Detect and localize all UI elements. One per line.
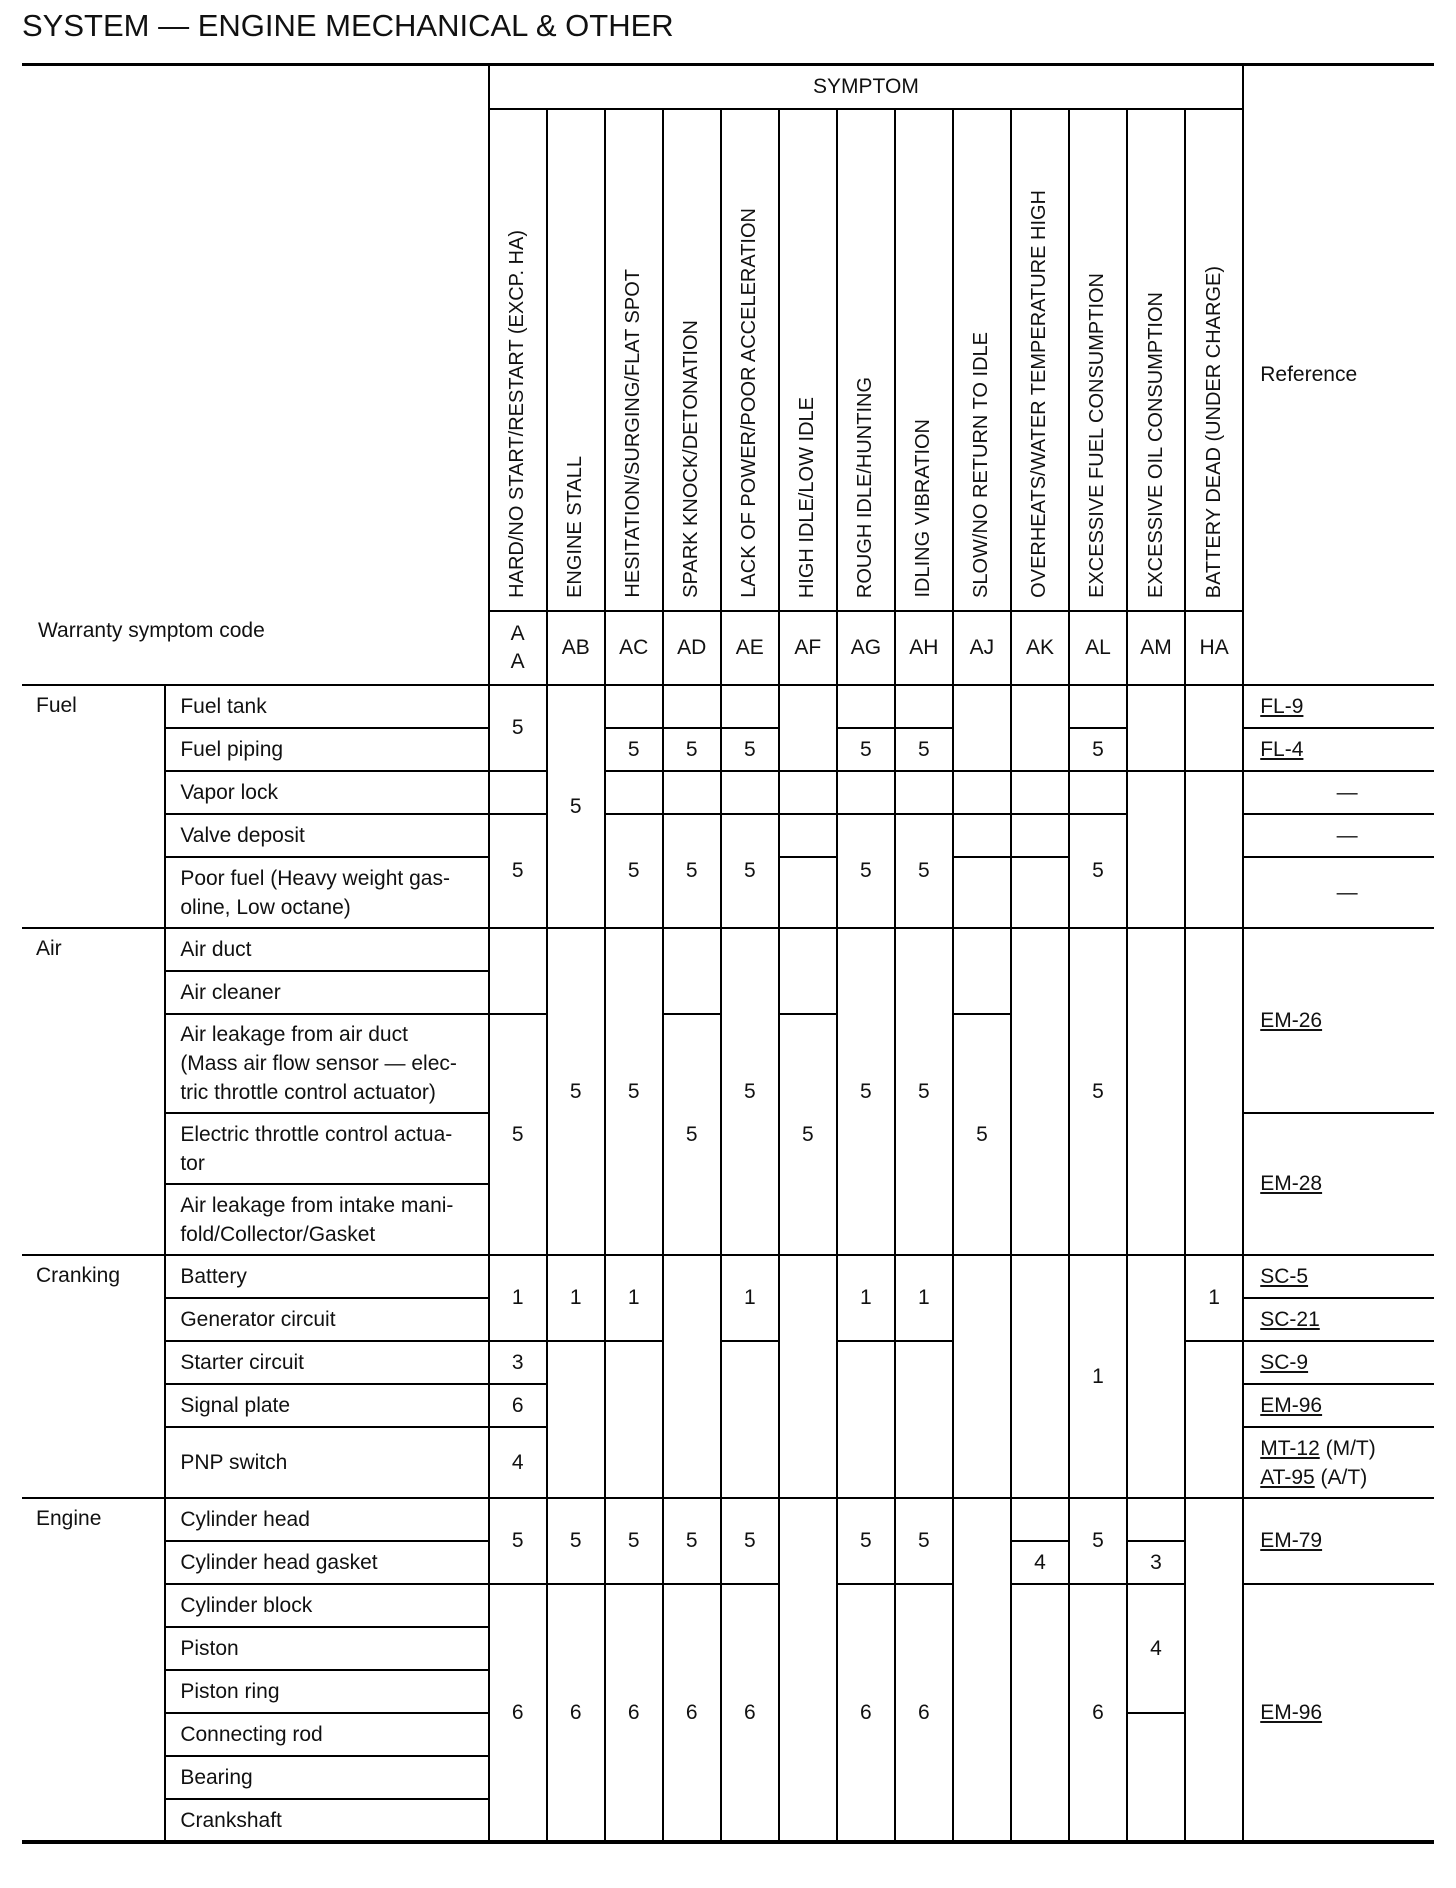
warranty-code: AC <box>605 611 663 685</box>
symptom-name-cell <box>779 109 837 611</box>
warranty-code: AG <box>837 611 895 685</box>
cell-value: 5 <box>837 928 895 1255</box>
reference-link[interactable]: SC-9 <box>1260 1350 1309 1374</box>
cell-empty <box>489 771 547 814</box>
cell-value: 6 <box>1069 1584 1127 1842</box>
warranty-code: AB <box>547 611 605 685</box>
warranty-code: HA <box>1185 611 1243 685</box>
cell-empty <box>1069 771 1127 814</box>
category-engine: Engine <box>22 1498 165 1842</box>
reference-link[interactable]: EM-96 <box>1260 1393 1323 1417</box>
cell-value: 6 <box>489 1384 547 1427</box>
cell-empty <box>1011 1255 1069 1498</box>
item-air-leakage-duct <box>165 1014 488 1113</box>
cell-empty <box>721 685 779 728</box>
reference-suffix: (M/T) <box>1319 1436 1376 1460</box>
reference-cell <box>1243 1427 1434 1498</box>
symptom-name: BATTERY DEAD (UNDER CHARGE) <box>1202 265 1225 598</box>
item-battery: Battery <box>165 1255 488 1298</box>
cell-empty <box>489 928 547 1014</box>
item-air-leakage-manifold <box>165 1184 488 1255</box>
cell-empty <box>1011 814 1069 857</box>
cell-value: 1 <box>605 1255 663 1341</box>
cell-empty <box>779 814 837 857</box>
reference-link[interactable]: MT-12 <box>1260 1436 1320 1460</box>
cell-value: 5 <box>895 928 953 1255</box>
reference-link[interactable]: EM-26 <box>1260 1008 1323 1032</box>
cell-empty <box>1011 857 1069 928</box>
cell-empty <box>895 771 953 814</box>
symptom-name-cell <box>1069 109 1127 611</box>
cell-value: 1 <box>489 1255 547 1341</box>
symptom-name-cell <box>953 109 1011 611</box>
cell-empty <box>779 1498 837 1842</box>
reference-link[interactable]: FL-4 <box>1260 737 1304 761</box>
cell-empty <box>953 771 1011 814</box>
cell-empty <box>605 685 663 728</box>
cell-value: 6 <box>605 1584 663 1842</box>
item-text-line: tor <box>180 1151 205 1175</box>
cell-value: 5 <box>605 1498 663 1584</box>
item-bearing: Bearing <box>165 1756 488 1799</box>
cell-value: 5 <box>663 1498 721 1584</box>
cell-empty <box>1185 1341 1243 1498</box>
cell-empty <box>1127 771 1185 928</box>
cell-value: 4 <box>1127 1584 1185 1713</box>
item-text-line: Air leakage from intake mani- <box>180 1193 454 1217</box>
cell-empty <box>779 771 837 814</box>
reference-link[interactable]: FL-9 <box>1260 694 1304 718</box>
cell-empty <box>1127 685 1185 771</box>
cell-empty <box>1011 1498 1069 1541</box>
cell-value: 5 <box>721 814 779 928</box>
cell-empty <box>779 1255 837 1498</box>
warranty-code: AD <box>663 611 721 685</box>
cell-empty <box>1011 928 1069 1255</box>
symptom-name-cell <box>721 109 779 611</box>
symptom-name: SLOW/NO RETURN TO IDLE <box>970 332 993 598</box>
symptom-name-cell <box>489 109 547 611</box>
reference-link[interactable]: SC-21 <box>1260 1307 1320 1331</box>
item-fuel-piping: Fuel piping <box>165 728 488 771</box>
symptom-name-cell <box>605 109 663 611</box>
cell-empty <box>895 1341 953 1498</box>
table-header-row <box>22 65 1434 110</box>
cell-empty <box>779 928 837 1014</box>
item-signal-plate: Signal plate <box>165 1384 488 1427</box>
cell-empty <box>1127 1713 1185 1842</box>
table-row <box>22 1255 1434 1298</box>
cell-value: 5 <box>663 728 721 771</box>
cell-empty <box>663 685 721 728</box>
reference-link[interactable]: EM-96 <box>1260 1700 1323 1724</box>
reference-cell: — <box>1243 814 1434 857</box>
reference-link[interactable]: EM-79 <box>1260 1529 1323 1552</box>
cell-value: 5 <box>605 928 663 1255</box>
reference-cell <box>1243 1341 1434 1384</box>
cell-value: 5 <box>895 814 953 928</box>
cell-value: 5 <box>837 728 895 771</box>
cell-value: 1 <box>721 1255 779 1341</box>
item-electric-throttle-actuator <box>165 1113 488 1184</box>
cell-empty <box>953 814 1011 857</box>
table-row <box>22 685 1434 728</box>
cell-value: 6 <box>663 1584 721 1842</box>
cell-value: 5 <box>605 728 663 771</box>
cell-value: 5 <box>489 814 547 928</box>
reference-suffix: (A/T) <box>1314 1465 1368 1489</box>
cell-empty <box>837 685 895 728</box>
symptom-name: ROUGH IDLE/HUNTING <box>854 376 877 598</box>
cell-empty <box>953 685 1011 771</box>
item-cylinder-head-gasket: Cylinder head gasket <box>165 1541 488 1584</box>
warranty-code <box>489 611 547 685</box>
reference-cell <box>1243 1113 1434 1255</box>
symptom-name-cell <box>547 109 605 611</box>
symptom-name: EXCESSIVE FUEL CONSUMPTION <box>1086 273 1109 598</box>
symptom-name: HIGH IDLE/LOW IDLE <box>796 396 819 598</box>
cell-empty <box>953 857 1011 928</box>
item-text-line: Air leakage from air duct <box>180 1023 408 1046</box>
cell-empty <box>895 685 953 728</box>
cell-empty <box>663 771 721 814</box>
cell-empty <box>721 1341 779 1498</box>
cell-empty <box>1011 1584 1069 1842</box>
cell-value: 3 <box>1127 1541 1185 1584</box>
cell-empty <box>1011 685 1069 771</box>
cell-value: 6 <box>837 1584 895 1842</box>
reference-header: Reference <box>1243 65 1434 686</box>
reference-cell <box>1243 1298 1434 1341</box>
item-poor-fuel <box>165 857 488 928</box>
item-generator-circuit: Generator circuit <box>165 1298 488 1341</box>
cell-value: 3 <box>489 1341 547 1384</box>
reference-cell <box>1243 1255 1434 1298</box>
symptom-name: ENGINE STALL <box>564 456 587 598</box>
cell-empty <box>1069 685 1127 728</box>
cell-value: 5 <box>605 814 663 928</box>
cell-value: 6 <box>547 1584 605 1842</box>
cell-empty <box>837 1341 895 1498</box>
reference-cell <box>1243 1384 1434 1427</box>
cell-value: 5 <box>547 685 605 928</box>
cell-value: 5 <box>837 1498 895 1584</box>
symptom-header: SYMPTOM <box>489 65 1244 110</box>
symptom-name: HARD/NO START/RESTART (EXCP. HA) <box>506 230 529 598</box>
item-text-line: fold/Collector/Gasket <box>180 1222 376 1246</box>
reference-link[interactable]: SC-5 <box>1260 1264 1309 1288</box>
cell-empty <box>663 1255 721 1498</box>
item-cylinder-block: Cylinder block <box>165 1584 488 1627</box>
cell-value: 5 <box>953 1014 1011 1255</box>
warranty-code-row <box>22 611 1434 685</box>
table-row <box>22 771 1434 814</box>
code-line: A <box>510 622 525 645</box>
header-blank <box>22 65 489 612</box>
cell-value: 5 <box>721 728 779 771</box>
item-fuel-tank: Fuel tank <box>165 685 488 728</box>
cell-value: 5 <box>547 1498 605 1584</box>
cell-value: 1 <box>895 1255 953 1341</box>
cell-empty <box>1185 928 1243 1255</box>
cell-value: 5 <box>1069 1498 1127 1584</box>
cell-empty <box>605 771 663 814</box>
reference-cell: — <box>1243 857 1434 928</box>
cell-value: 4 <box>1011 1541 1069 1584</box>
cell-value: 4 <box>489 1427 547 1498</box>
symptom-name-cell <box>1127 109 1185 611</box>
cell-value: 5 <box>663 1014 721 1255</box>
cell-value: 5 <box>721 928 779 1255</box>
cell-empty <box>605 1341 663 1498</box>
cell-value: 1 <box>547 1255 605 1341</box>
cell-empty <box>953 928 1011 1014</box>
cell-empty <box>953 1498 1011 1842</box>
item-piston: Piston <box>165 1627 488 1670</box>
reference-link[interactable]: EM-28 <box>1260 1172 1323 1195</box>
code-line: A <box>510 650 525 673</box>
symptom-name: LACK OF POWER/POOR ACCELERATION <box>738 208 761 598</box>
reference-cell <box>1243 728 1434 771</box>
cell-value: 5 <box>895 728 953 771</box>
item-starter-circuit: Starter circuit <box>165 1341 488 1384</box>
warranty-code: AK <box>1011 611 1069 685</box>
cell-value: 5 <box>489 1498 547 1584</box>
cell-value: 5 <box>489 685 547 771</box>
warranty-code-label: Warranty symptom code <box>22 611 489 685</box>
cell-value: 1 <box>837 1255 895 1341</box>
cell-value: 1 <box>1069 1255 1127 1498</box>
cell-value: 1 <box>1185 1255 1243 1341</box>
symptom-name-cell <box>837 109 895 611</box>
item-air-duct: Air duct <box>165 928 488 971</box>
cell-empty <box>1185 1498 1243 1842</box>
cell-empty <box>1127 1498 1185 1541</box>
cell-empty <box>1127 928 1185 1255</box>
cell-value: 6 <box>721 1584 779 1842</box>
item-text-line: Poor fuel (Heavy weight gas- <box>180 866 450 890</box>
warranty-code: AE <box>721 611 779 685</box>
cell-value: 5 <box>1069 928 1127 1255</box>
symptom-name: HESITATION/SURGING/FLAT SPOT <box>622 269 645 598</box>
item-valve-deposit: Valve deposit <box>165 814 488 857</box>
cell-value: 5 <box>663 814 721 928</box>
warranty-code: AF <box>779 611 837 685</box>
symptom-name-cell <box>663 109 721 611</box>
item-text-line: Electric throttle control actua- <box>180 1122 453 1146</box>
symptom-name: SPARK KNOCK/DETONATION <box>680 320 703 598</box>
category-air: Air <box>22 928 165 1255</box>
cell-empty <box>837 771 895 814</box>
category-fuel: Fuel <box>22 685 165 928</box>
symptom-name: IDLING VIBRATION <box>912 419 935 598</box>
cell-empty <box>779 685 837 771</box>
warranty-code: AM <box>1127 611 1185 685</box>
cell-empty <box>663 928 721 1014</box>
cell-value: 6 <box>895 1584 953 1842</box>
cell-value: 5 <box>779 1014 837 1255</box>
cell-empty <box>779 857 837 928</box>
item-text-line: oline, Low octane) <box>180 895 351 919</box>
item-crankshaft: Crankshaft <box>165 1799 488 1842</box>
cell-value: 5 <box>721 1498 779 1584</box>
table-row <box>22 1341 1434 1384</box>
reference-cell <box>1243 1498 1434 1584</box>
symptom-name-cell <box>895 109 953 611</box>
cell-value: 5 <box>837 814 895 928</box>
symptom-name-cell <box>1011 109 1069 611</box>
reference-cell: — <box>1243 771 1434 814</box>
warranty-code: AJ <box>953 611 1011 685</box>
cell-value: 6 <box>489 1584 547 1842</box>
cell-value: 5 <box>1069 814 1127 928</box>
cell-value: 5 <box>547 928 605 1255</box>
category-cranking: Cranking <box>22 1255 165 1498</box>
cell-value: 5 <box>489 1014 547 1255</box>
cell-value: 5 <box>895 1498 953 1584</box>
page-title: SYSTEM — ENGINE MECHANICAL & OTHER <box>22 8 674 43</box>
reference-link[interactable]: AT-95 <box>1260 1465 1315 1489</box>
warranty-code: AH <box>895 611 953 685</box>
cell-empty <box>1185 685 1243 771</box>
item-text-line: (Mass air flow sensor — elec- <box>180 1052 457 1075</box>
table-row <box>22 928 1434 971</box>
cell-empty <box>1185 771 1243 928</box>
symptom-name-cell <box>1185 109 1243 611</box>
symptom-matrix-table <box>22 63 1434 1844</box>
warranty-code: AL <box>1069 611 1127 685</box>
item-cylinder-head: Cylinder head <box>165 1498 488 1541</box>
cell-empty <box>721 771 779 814</box>
reference-cell <box>1243 928 1434 1113</box>
cell-empty <box>1127 1255 1185 1498</box>
symptom-name: EXCESSIVE OIL CONSUMPTION <box>1144 292 1167 598</box>
cell-empty <box>953 1255 1011 1498</box>
cell-empty <box>547 1341 605 1498</box>
item-vapor-lock: Vapor lock <box>165 771 488 814</box>
cell-empty <box>1011 771 1069 814</box>
symptom-name: OVERHEATS/WATER TEMPERATURE HIGH <box>1028 190 1051 598</box>
item-pnp-switch: PNP switch <box>165 1427 488 1498</box>
reference-cell <box>1243 1584 1434 1842</box>
cell-value: 5 <box>1069 728 1127 771</box>
item-connecting-rod: Connecting rod <box>165 1713 488 1756</box>
item-text-line: tric throttle control actuator) <box>180 1081 436 1104</box>
reference-cell <box>1243 685 1434 728</box>
item-piston-ring: Piston ring <box>165 1670 488 1713</box>
table-row <box>22 1498 1434 1541</box>
item-air-cleaner: Air cleaner <box>165 971 488 1014</box>
